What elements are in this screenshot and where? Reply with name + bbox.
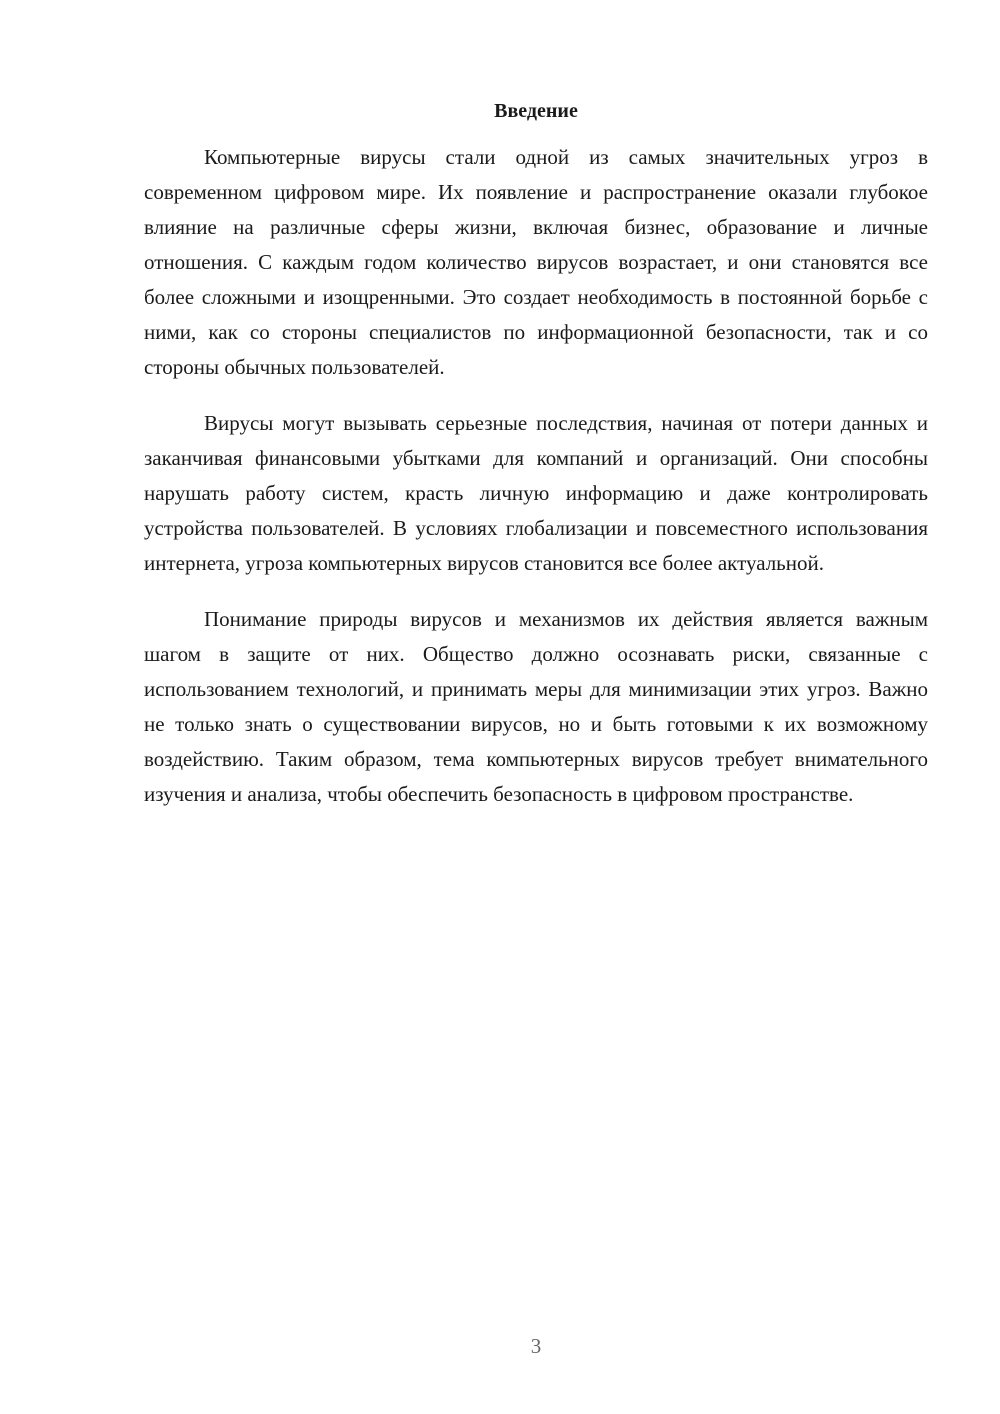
paragraph-2: Вирусы могут вызывать серьезные последствия, начиная от потери данных и заканчивая финансовыми убытками для компаний и организаций. Они способны нарушать работу систем, красть личную информацию и даже контролировать устройства пользователей. В условиях глобализации и повсеместного использования интернета, угроза компьютерных вирусов становится все более актуальной. xyxy=(144,411,928,575)
page-number: 3 xyxy=(530,1334,542,1358)
paragraph-1: Компьютерные вирусы стали одной из самых значительных угроз в современном цифровом мире. Их появление и распространение оказали глубокое влияние на различные сферы жизни, включая бизнес, образование и личные отношения. С каждым годом количество вирусов возрастает, и они становятся все более сложными и изощренными. Это создает необходимость в постоянной борьбе с ними, как со стороны специалистов по информационной безопасности, так и со стороны обычных пользователей. xyxy=(144,145,928,379)
page-content xyxy=(144,96,928,833)
section-title: Введение xyxy=(494,100,578,122)
paragraph-3: Понимание природы вирусов и механизмов их действия является важным шагом в защите от них. Общество должно осознавать риски, связанные с использованием технологий, и принимать меры для минимизации этих угроз. Важно не только знать о существовании вирусов, но и быть готовыми к их возможному воздействию. Таким образом, тема компьютерных вирусов требует внимательного изучения и анализа, чтобы обеспечить безопасность в цифровом пространстве. xyxy=(144,607,928,806)
